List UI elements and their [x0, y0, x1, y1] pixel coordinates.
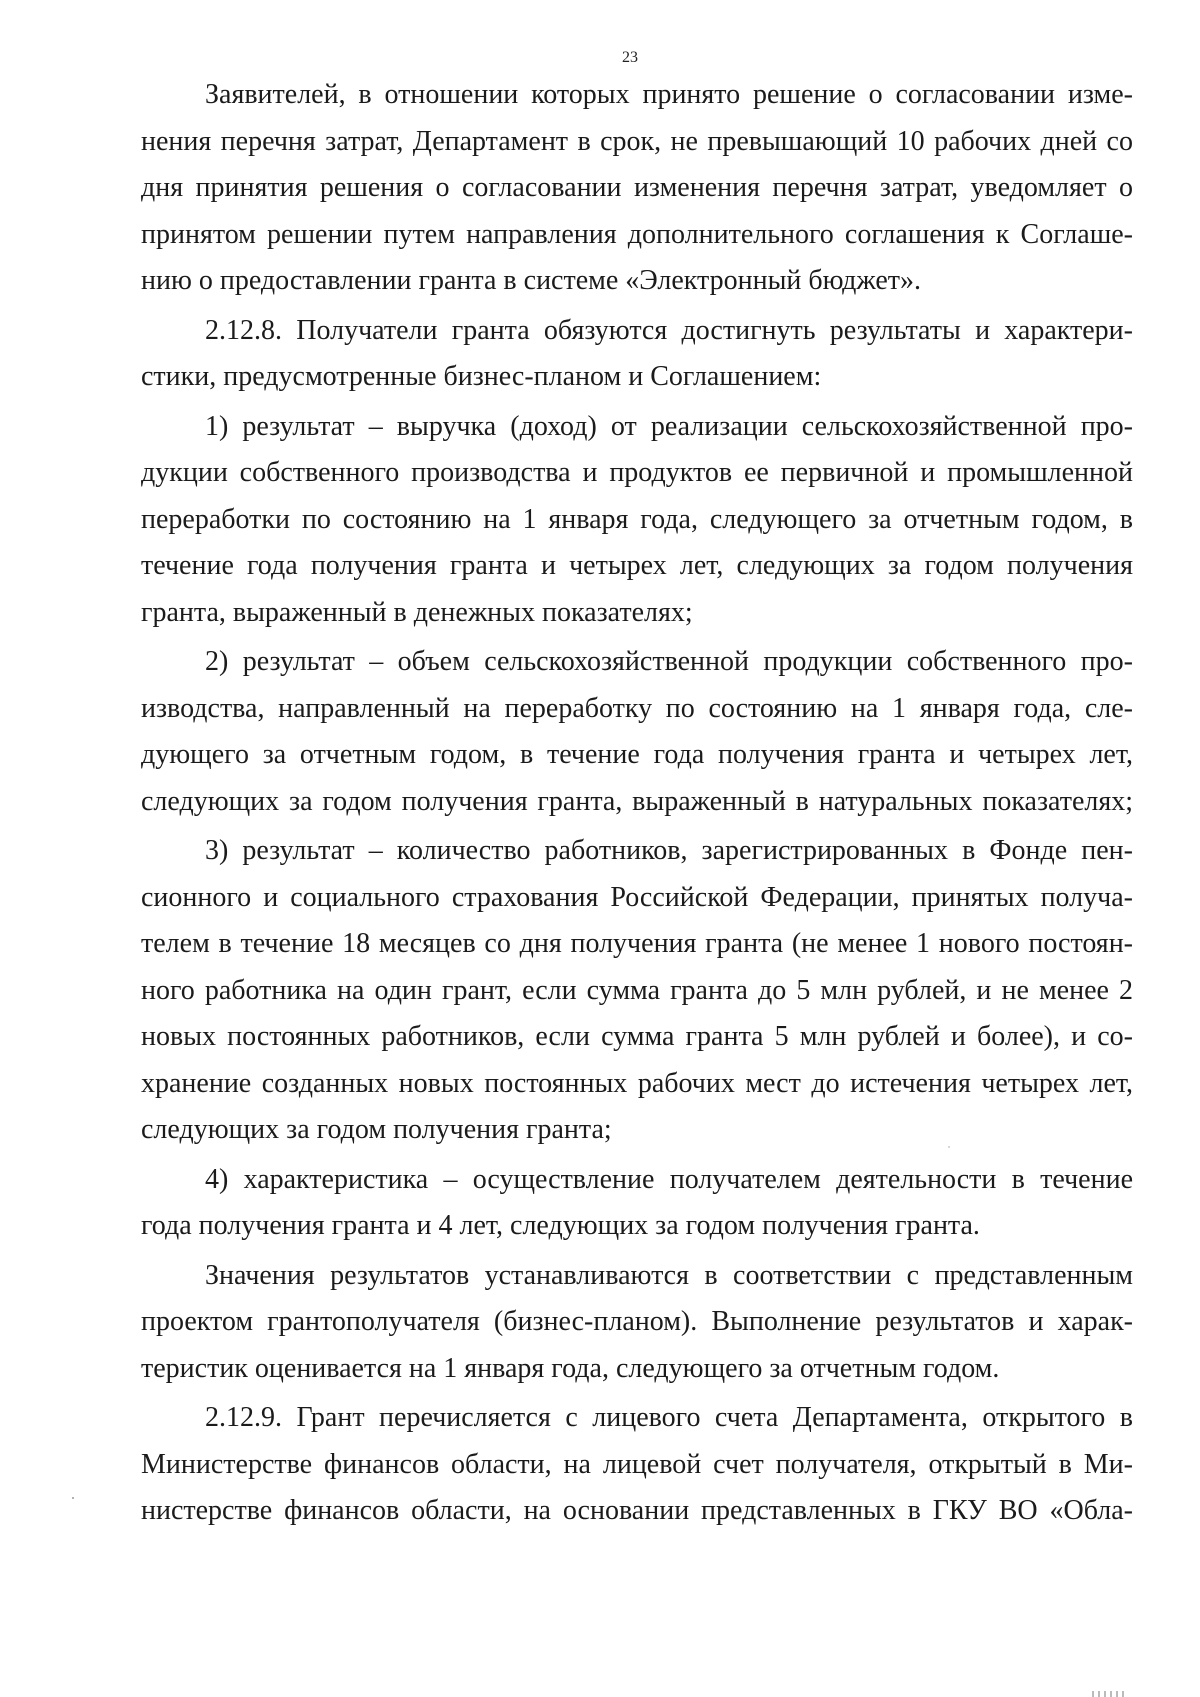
- text-line: новых постоянных работников, если сумма гранта 5 млн рублей и более), и со-: [141, 1021, 1133, 1052]
- text-line: телем в течение 18 месяцев со дня получения гранта (не менее 1 нового постоян-: [141, 928, 1133, 959]
- scan-speck: [72, 1497, 74, 1499]
- text-line: 2.12.8. Получатели гранта обязуются достигнуть результаты и характери-: [205, 314, 1133, 346]
- text-line: теристик оценивается на 1 января года, следующего за отчетным годом.: [141, 1352, 1000, 1384]
- list-item-2: [141, 639, 1133, 825]
- text-line: стики, предусмотренные бизнес-планом и Соглашением:: [141, 361, 822, 392]
- text-line: Министерстве финансов области, на лицевой счет получателя, открытый в Ми-: [141, 1448, 1133, 1480]
- text-line: ного работника на один грант, если сумма гранта до 5 млн рублей, и не менее 2: [141, 974, 1133, 1006]
- paragraph-continuation: [141, 72, 1133, 305]
- list-item-1: [141, 404, 1133, 637]
- text-line: изводства, направленный на переработку по состоянию на 1 января года, сле-: [141, 692, 1133, 724]
- page-number: 23: [622, 49, 638, 66]
- text-line: Заявителей, в отношении которых принято решение о согласовании изме-: [205, 79, 1133, 110]
- document-body: [141, 72, 1133, 1537]
- text-line: хранение созданных новых постоянных рабочих мест до истечения четырех лет,: [141, 1067, 1133, 1099]
- text-line: проектом грантополучателя (бизнес-планом). Выполнение результатов и харак-: [141, 1306, 1133, 1337]
- text-line: 2) результат – объем сельскохозяйственной продукции собственного про-: [205, 646, 1133, 677]
- text-line: гранта, выраженный в денежных показателях;: [141, 596, 693, 628]
- text-line: нения перечня затрат, Департамент в срок, не превышающий 10 рабочих дней со: [141, 125, 1133, 157]
- scan-speck: [948, 1146, 950, 1148]
- text-line: переработки по состоянию на 1 января года, следующего за отчетным годом, в: [141, 503, 1133, 535]
- list-item-3: [141, 828, 1133, 1154]
- text-line: сионного и социального страхования Российской Федерации, принятых получа-: [141, 881, 1133, 913]
- text-line: следующих за годом получения гранта;: [141, 1114, 612, 1145]
- text-line: дукции собственного производства и продуктов ее первичной и промышленной: [141, 457, 1133, 488]
- text-line: дня принятия решения о согласовании изменения перечня затрат, уведомляет о: [141, 172, 1133, 203]
- text-line: года получения гранта и 4 лет, следующих за годом получения гранта.: [141, 1210, 980, 1241]
- text-line: дующего за отчетным годом, в течение года получения гранта и четырех лет,: [141, 739, 1133, 770]
- text-line: 3) результат – количество работников, зарегистрированных в Фонде пен-: [205, 835, 1133, 866]
- text-line: Значения результатов устанавливаются в соответствии с представленным: [205, 1259, 1133, 1291]
- paragraph-results-values: [141, 1253, 1133, 1393]
- text-line: следующих за годом получения гранта, выраженный в натуральных показателях;: [141, 785, 1133, 817]
- text-line: 2.12.9. Грант перечисляется с лицевого счета Департамента, открытого в: [205, 1402, 1133, 1433]
- paragraph-2-12-8: [141, 308, 1133, 401]
- text-line: принятом решении путем направления дополнительного соглашения к Соглаше-: [141, 218, 1133, 250]
- text-line: нистерстве финансов области, на основании представленных в ГКУ ВО «Обла-: [141, 1495, 1133, 1526]
- list-item-4: [141, 1157, 1133, 1250]
- scan-edge-mark: [1092, 1691, 1128, 1697]
- paragraph-2-12-9: [141, 1395, 1133, 1535]
- text-line: 1) результат – выручка (доход) от реализации сельскохозяйственной про-: [205, 410, 1133, 442]
- text-line: нию о предоставлении гранта в системе «Электронный бюджет».: [141, 265, 922, 296]
- text-line: течение года получения гранта и четырех лет, следующих за годом получения: [141, 550, 1133, 581]
- text-line: 4) характеристика – осуществление получателем деятельности в течение: [205, 1163, 1133, 1195]
